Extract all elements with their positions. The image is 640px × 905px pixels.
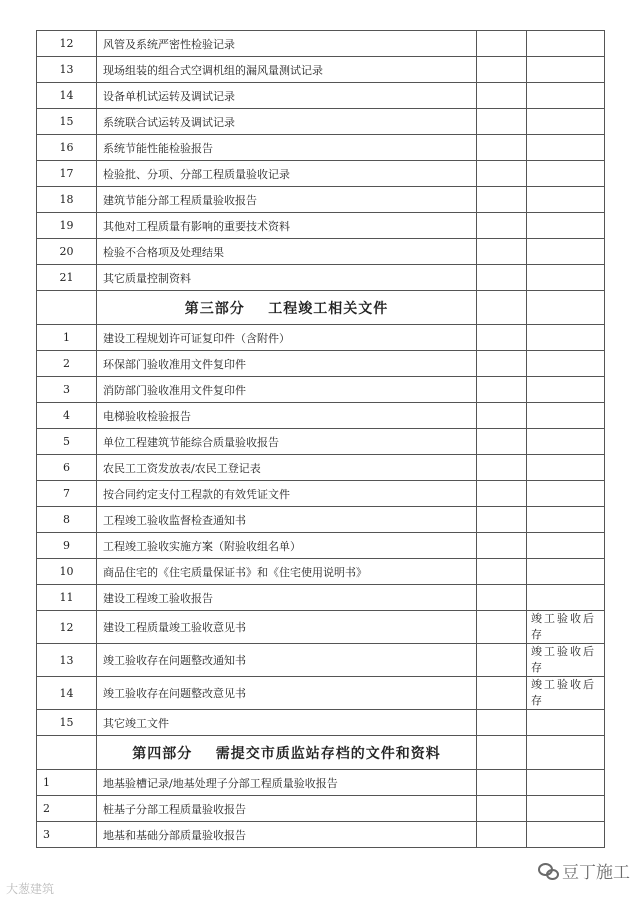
- row-note: [527, 31, 605, 57]
- row-note: [527, 351, 605, 377]
- row-note: [527, 213, 605, 239]
- row-note: [527, 710, 605, 736]
- table-row: [37, 677, 605, 710]
- row-blank-cell: [477, 109, 527, 135]
- row-number: 13: [37, 57, 97, 83]
- row-number: 3: [37, 377, 97, 403]
- row-blank-cell: [477, 611, 527, 644]
- row-item: 商品住宅的《住宅质量保证书》和《住宅使用说明书》: [97, 559, 477, 585]
- row-number: 1: [37, 325, 97, 351]
- row-note: [527, 533, 605, 559]
- table-row: [37, 403, 605, 429]
- row-blank-cell: [477, 822, 527, 848]
- row-blank-cell: [477, 377, 527, 403]
- row-note: [527, 109, 605, 135]
- row-blank-cell: [477, 455, 527, 481]
- section-title: 第四部分 需提交市质监站存档的文件和资料: [132, 745, 441, 762]
- row-blank-cell: [477, 213, 527, 239]
- row-number: 3: [37, 822, 97, 848]
- row-item: 系统节能性能检验报告: [97, 135, 477, 161]
- table-row: [37, 796, 605, 822]
- row-blank-cell: [477, 429, 527, 455]
- row-number: 20: [37, 239, 97, 265]
- table-row: [37, 213, 605, 239]
- row-blank-cell: [477, 585, 527, 611]
- table-body: [37, 31, 605, 848]
- row-number: 12: [37, 611, 97, 644]
- row-item: 农民工工资发放表/农民工登记表: [97, 455, 477, 481]
- row-item: 风管及系统严密性检验记录: [97, 31, 477, 57]
- table-row: [37, 644, 605, 677]
- row-note: [527, 57, 605, 83]
- table-row: [37, 822, 605, 848]
- table-row: [37, 83, 605, 109]
- row-item: 其他对工程质量有影响的重要技术资料: [97, 213, 477, 239]
- row-note: [527, 187, 605, 213]
- table-row: [37, 57, 605, 83]
- table-row: [37, 710, 605, 736]
- section-blank-cell: [477, 291, 527, 325]
- table-row: [37, 325, 605, 351]
- row-number: 13: [37, 644, 97, 677]
- archive-checklist-table: [36, 30, 605, 848]
- section-header-row: [37, 736, 605, 770]
- table-row: [37, 455, 605, 481]
- row-note: [527, 507, 605, 533]
- row-number: 10: [37, 559, 97, 585]
- row-item: 系统联合试运转及调试记录: [97, 109, 477, 135]
- row-number: 4: [37, 403, 97, 429]
- row-number: 2: [37, 351, 97, 377]
- watermark-left-text: 大葱建筑: [6, 882, 55, 896]
- row-number: 14: [37, 677, 97, 710]
- section-header-row: [37, 291, 605, 325]
- row-note: [527, 822, 605, 848]
- row-blank-cell: [477, 796, 527, 822]
- row-blank-cell: [477, 710, 527, 736]
- row-note: [527, 83, 605, 109]
- row-item: 其它竣工文件: [97, 710, 477, 736]
- row-number: 18: [37, 187, 97, 213]
- row-blank-cell: [477, 187, 527, 213]
- row-number: 16: [37, 135, 97, 161]
- row-item: 建设工程竣工验收报告: [97, 585, 477, 611]
- section-blank-cell: [527, 736, 605, 770]
- row-item: 竣工验收存在问题整改意见书: [97, 677, 477, 710]
- row-number: 11: [37, 585, 97, 611]
- table-row: [37, 481, 605, 507]
- row-item: 建设工程质量竣工验收意见书: [97, 611, 477, 644]
- row-note: 竣工验收后存: [527, 677, 605, 710]
- row-item: 单位工程建筑节能综合质量验收报告: [97, 429, 477, 455]
- row-number: 1: [37, 770, 97, 796]
- row-item: 检验不合格项及处理结果: [97, 239, 477, 265]
- section-blank-cell: [37, 291, 97, 325]
- row-item: 工程竣工验收监督检查通知书: [97, 507, 477, 533]
- section-title-cell: [97, 736, 477, 770]
- table-row: [37, 351, 605, 377]
- row-item: 建筑节能分部工程质量验收报告: [97, 187, 477, 213]
- table-row: [37, 429, 605, 455]
- row-item: 工程竣工验收实施方案（附验收组名单）: [97, 533, 477, 559]
- row-number: 6: [37, 455, 97, 481]
- table-row: [37, 585, 605, 611]
- row-blank-cell: [477, 325, 527, 351]
- row-blank-cell: [477, 161, 527, 187]
- row-number: 2: [37, 796, 97, 822]
- row-note: [527, 161, 605, 187]
- row-number: 8: [37, 507, 97, 533]
- section-blank-cell: [527, 291, 605, 325]
- row-note: [527, 429, 605, 455]
- row-number: 17: [37, 161, 97, 187]
- row-blank-cell: [477, 481, 527, 507]
- row-blank-cell: [477, 533, 527, 559]
- section-blank-cell: [37, 736, 97, 770]
- table-row: [37, 109, 605, 135]
- table-row: [37, 377, 605, 403]
- row-blank-cell: [477, 135, 527, 161]
- row-number: 14: [37, 83, 97, 109]
- watermark-right-text: 豆丁施工: [562, 863, 630, 883]
- table-row: [37, 559, 605, 585]
- table-row: [37, 533, 605, 559]
- row-blank-cell: [477, 239, 527, 265]
- watermark-right: [538, 858, 630, 883]
- row-number: 12: [37, 31, 97, 57]
- row-note: 竣工验收后存: [527, 611, 605, 644]
- row-blank-cell: [477, 770, 527, 796]
- row-blank-cell: [477, 83, 527, 109]
- row-item: 消防部门验收准用文件复印件: [97, 377, 477, 403]
- row-item: 桩基子分部工程质量验收报告: [97, 796, 477, 822]
- watermark-left: [6, 880, 54, 897]
- section-title: 第三部分 工程竣工相关文件: [184, 300, 389, 317]
- row-note: [527, 403, 605, 429]
- row-item: 检验批、分项、分部工程质量验收记录: [97, 161, 477, 187]
- row-note: [527, 559, 605, 585]
- table-row: [37, 770, 605, 796]
- row-number: 19: [37, 213, 97, 239]
- row-blank-cell: [477, 31, 527, 57]
- section-blank-cell: [477, 736, 527, 770]
- row-blank-cell: [477, 403, 527, 429]
- row-number: 15: [37, 109, 97, 135]
- row-number: 15: [37, 710, 97, 736]
- row-note: [527, 239, 605, 265]
- row-blank-cell: [477, 559, 527, 585]
- row-note: [527, 770, 605, 796]
- row-item: 现场组装的组合式空调机组的漏风量测试记录: [97, 57, 477, 83]
- row-blank-cell: [477, 265, 527, 291]
- table-row: [37, 611, 605, 644]
- row-note: [527, 377, 605, 403]
- row-number: 9: [37, 533, 97, 559]
- table-row: [37, 135, 605, 161]
- row-item: 竣工验收存在问题整改通知书: [97, 644, 477, 677]
- row-note: [527, 481, 605, 507]
- row-blank-cell: [477, 677, 527, 710]
- wechat-icon: [538, 863, 558, 879]
- table-row: [37, 239, 605, 265]
- row-blank-cell: [477, 644, 527, 677]
- document-sheet: [36, 30, 604, 848]
- row-note: [527, 265, 605, 291]
- row-note: 竣工验收后存: [527, 644, 605, 677]
- row-note: [527, 135, 605, 161]
- row-number: 7: [37, 481, 97, 507]
- table-row: [37, 31, 605, 57]
- row-number: 5: [37, 429, 97, 455]
- row-number: 21: [37, 265, 97, 291]
- row-blank-cell: [477, 507, 527, 533]
- row-item: 其它质量控制资料: [97, 265, 477, 291]
- table-row: [37, 265, 605, 291]
- row-item: 建设工程规划许可证复印件（含附件）: [97, 325, 477, 351]
- row-note: [527, 325, 605, 351]
- row-item: 电梯验收检验报告: [97, 403, 477, 429]
- row-item: 设备单机试运转及调试记录: [97, 83, 477, 109]
- row-note: [527, 455, 605, 481]
- row-note: [527, 796, 605, 822]
- row-item: 地基验槽记录/地基处理子分部工程质量验收报告: [97, 770, 477, 796]
- row-blank-cell: [477, 351, 527, 377]
- row-note: [527, 585, 605, 611]
- section-title-cell: [97, 291, 477, 325]
- row-blank-cell: [477, 57, 527, 83]
- row-item: 按合同约定支付工程款的有效凭证文件: [97, 481, 477, 507]
- row-item: 环保部门验收准用文件复印件: [97, 351, 477, 377]
- table-row: [37, 507, 605, 533]
- table-row: [37, 187, 605, 213]
- row-item: 地基和基础分部质量验收报告: [97, 822, 477, 848]
- table-row: [37, 161, 605, 187]
